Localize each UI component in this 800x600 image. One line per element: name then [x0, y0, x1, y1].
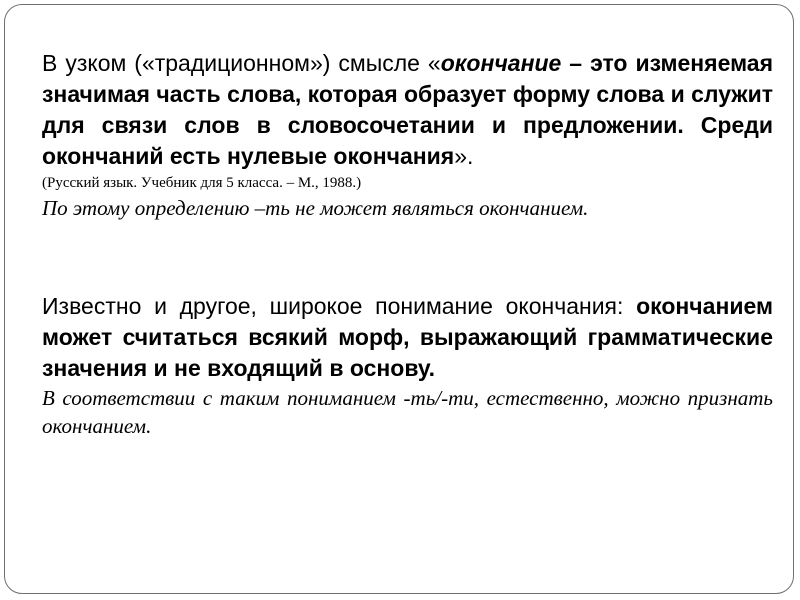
- broad-definition-note: В соответствии с таким пониманием -ть/-ти, естественно, можно признать окончанием.: [42, 386, 773, 438]
- narrow-definition-closing: ».: [454, 143, 474, 169]
- narrow-definition-note: По этому определению –ть не может являться окончанием.: [42, 196, 589, 220]
- textbook-source: (Русский язык. Учебник для 5 класса. – М., 1988.): [42, 175, 362, 191]
- slide-content: [42, 48, 773, 440]
- narrow-definition-text: – это изменяемая значимая часть слова, которая образует форму слова и служит для связи слов в словосочетании и предложении. Среди окончаний есть нулевые окончания: [42, 50, 773, 169]
- broad-definition-paragraph: [42, 291, 773, 384]
- broad-definition-text: окончанием может считаться всякий морф, выражающий грамматические значения и не входящий в основу.: [42, 293, 773, 381]
- term-ending: окончание: [440, 50, 562, 76]
- narrow-definition-paragraph: [42, 48, 773, 172]
- spacer: [42, 222, 773, 291]
- narrow-definition-intro: В узком («традиционном») смысле «: [42, 50, 441, 76]
- broad-definition-intro: Известно и другое, широкое понимание окончания:: [42, 293, 637, 319]
